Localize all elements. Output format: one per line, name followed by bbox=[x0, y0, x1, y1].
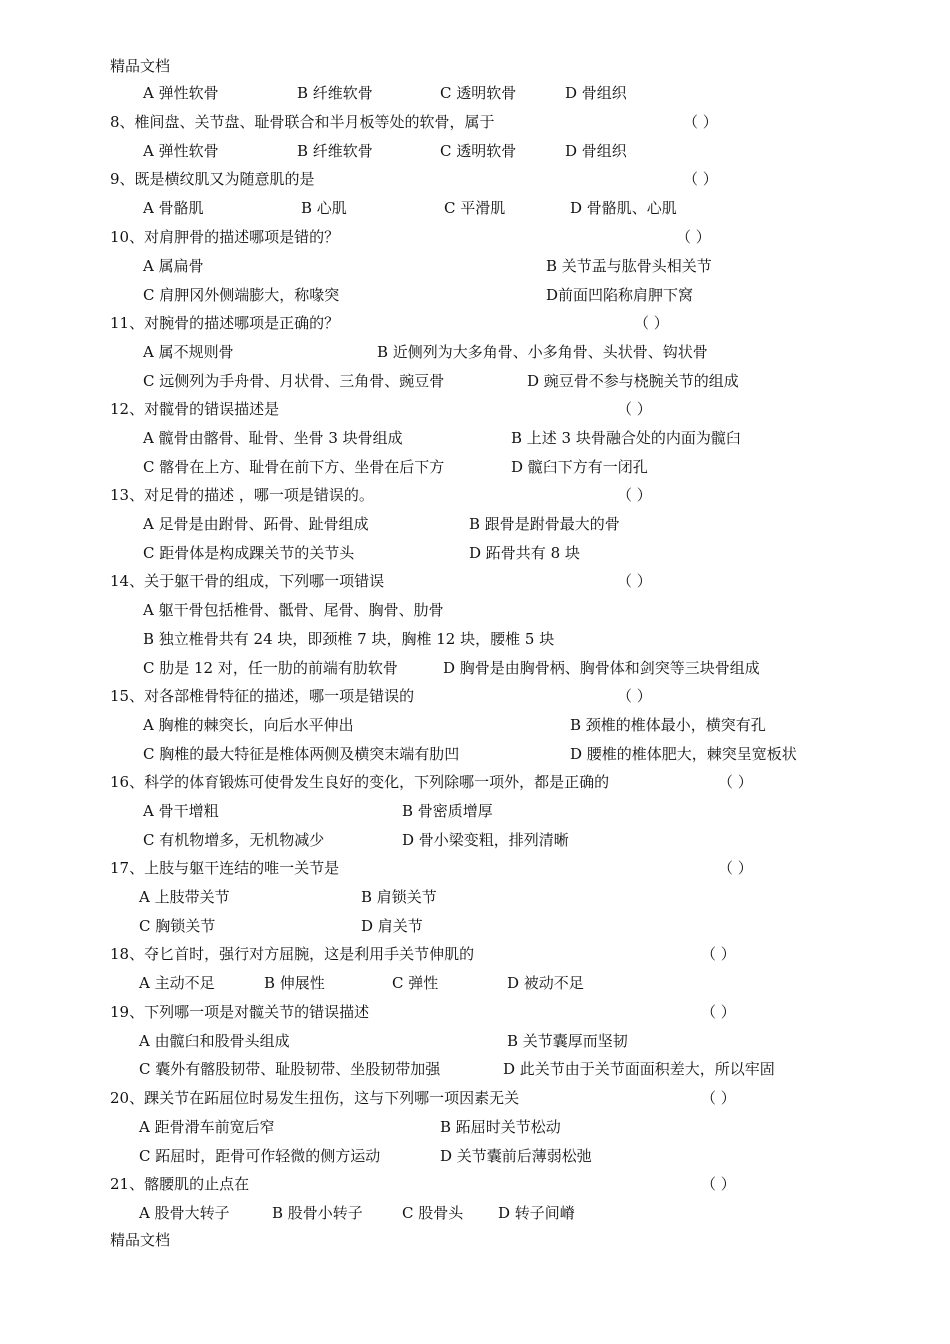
q13-option-b: B 跟骨是跗骨最大的骨 bbox=[469, 515, 620, 533]
q17-stem-line bbox=[0, 857, 950, 879]
q18-options bbox=[0, 972, 950, 994]
q20-option-a: A 距骨滑车前宽后窄 bbox=[139, 1118, 275, 1136]
q12-option-b: B 上述 3 块骨融合处的内面为髋臼 bbox=[511, 429, 741, 447]
q18-option-c: C 弹性 bbox=[392, 974, 439, 992]
q16-option-a: A 骨干增粗 bbox=[143, 802, 219, 820]
q19-stem-line bbox=[0, 1001, 950, 1023]
q17-options-row2 bbox=[0, 915, 950, 937]
q21-option-d: D 转子间嵴 bbox=[498, 1204, 575, 1222]
q11-answer-blank: （ ） bbox=[634, 314, 669, 332]
q8-options bbox=[0, 140, 950, 162]
q13-option-c: C 距骨体是构成踝关节的关节头 bbox=[143, 544, 355, 562]
q14-stem-line bbox=[0, 570, 950, 592]
q20-option-b: B 跖屈时关节松动 bbox=[440, 1118, 561, 1136]
q15-stem-line bbox=[0, 685, 950, 707]
q15-option-d: D 腰椎的椎体肥大，棘突呈宽板状 bbox=[570, 745, 797, 763]
q13-answer-blank: （ ） bbox=[617, 486, 652, 504]
q10-option-d: D前面凹陷称肩胛下窝 bbox=[546, 286, 694, 304]
q8-option-b: B 纤维软骨 bbox=[297, 142, 373, 160]
q9-options bbox=[0, 197, 950, 219]
q20-stem-line bbox=[0, 1087, 950, 1109]
q17-option-c: C 胸锁关节 bbox=[139, 917, 216, 935]
q18-answer-blank: （ ） bbox=[701, 945, 736, 963]
q16-stem-line bbox=[0, 771, 950, 793]
q11-stem: 11、对腕骨的描述哪项是正确的？ bbox=[110, 314, 340, 332]
q11-option-d: D 豌豆骨不参与桡腕关节的组成 bbox=[527, 372, 739, 390]
q7-option-d: D 骨组织 bbox=[565, 84, 627, 102]
q17-option-d: D 肩关节 bbox=[361, 917, 423, 935]
q15-stem: 15、对各部椎骨特征的描述，哪一项是错误的 bbox=[110, 687, 415, 705]
q18-stem: 18、夺匕首时，强行对方屈腕，这是利用手关节伸肌的 bbox=[110, 945, 475, 963]
q16-option-b: B 骨密质增厚 bbox=[402, 802, 493, 820]
q14-answer-blank: （ ） bbox=[617, 572, 652, 590]
q8-answer-blank: （ ） bbox=[683, 113, 718, 131]
q13-options-row1 bbox=[0, 513, 950, 535]
q20-options-row1 bbox=[0, 1116, 950, 1138]
q17-stem: 17、上肢与躯干连结的唯一关节是 bbox=[110, 859, 340, 877]
q9-stem-line bbox=[0, 168, 950, 190]
q10-stem: 10、对肩胛骨的描述哪项是错的？ bbox=[110, 228, 340, 246]
q20-stem: 20、踝关节在跖屈位时易发生扭伤，这与下列哪一项因素无关 bbox=[110, 1089, 520, 1107]
q8-option-c: C 透明软骨 bbox=[440, 142, 517, 160]
q12-stem: 12、对髋骨的错误描述是 bbox=[110, 400, 280, 418]
q14-options-row3 bbox=[0, 657, 950, 679]
q21-answer-blank: （ ） bbox=[701, 1175, 736, 1193]
q10-option-b: B 关节盂与肱骨头相关节 bbox=[546, 257, 712, 275]
q11-options-row1 bbox=[0, 341, 950, 363]
q12-options-row2 bbox=[0, 456, 950, 478]
q15-options-row2 bbox=[0, 743, 950, 765]
q15-option-a: A 胸椎的棘突长，向后水平伸出 bbox=[143, 716, 354, 734]
q15-options-row1 bbox=[0, 714, 950, 736]
q10-option-a: A 属扁骨 bbox=[143, 257, 204, 275]
q21-option-a: A 股骨大转子 bbox=[139, 1204, 230, 1222]
q21-stem: 21、髂腰肌的止点在 bbox=[110, 1175, 250, 1193]
q14-option-d: D 胸骨是由胸骨柄、胸骨体和剑突等三块骨组成 bbox=[443, 659, 760, 677]
q8-option-d: D 骨组织 bbox=[565, 142, 627, 160]
q15-answer-blank: （ ） bbox=[617, 687, 652, 705]
q7-option-a: A 弹性软骨 bbox=[143, 84, 219, 102]
q8-option-a: A 弹性软骨 bbox=[143, 142, 219, 160]
q19-answer-blank: （ ） bbox=[701, 1003, 736, 1021]
q11-option-c: C 远侧列为手舟骨、月状骨、三角骨、豌豆骨 bbox=[143, 372, 445, 390]
q19-options-row1 bbox=[0, 1030, 950, 1052]
q21-option-c: C 股骨头 bbox=[402, 1204, 464, 1222]
q17-options-row1 bbox=[0, 886, 950, 908]
q14-option-b-line bbox=[0, 628, 950, 650]
q16-stem: 16、科学的体育锻炼可使骨发生良好的变化，下列除哪一项外，都是正确的 bbox=[110, 773, 610, 791]
q12-option-d: D 髋臼下方有一闭孔 bbox=[511, 458, 648, 476]
q11-stem-line bbox=[0, 312, 950, 334]
q17-answer-blank: （ ） bbox=[718, 859, 753, 877]
q16-options-row2 bbox=[0, 829, 950, 851]
q19-option-a: A 由髋臼和股骨头组成 bbox=[139, 1032, 290, 1050]
q13-stem-line bbox=[0, 484, 950, 506]
q17-option-a: A 上肢带关节 bbox=[139, 888, 230, 906]
q17-option-b: B 肩锁关节 bbox=[361, 888, 437, 906]
q10-options-row1 bbox=[0, 255, 950, 277]
q13-options-row2 bbox=[0, 542, 950, 564]
q16-options-row1 bbox=[0, 800, 950, 822]
q14-option-a: A 躯干骨包括椎骨、骶骨、尾骨、胸骨、肋骨 bbox=[143, 601, 444, 619]
q13-stem: 13、对足骨的描述 ，哪一项是错误的。 bbox=[110, 486, 374, 504]
q14-option-b: B 独立椎骨共有 24 块，即颈椎 7 块，胸椎 12 块，腰椎 5 块 bbox=[143, 630, 555, 648]
q19-option-d: D 此关节由于关节面面积差大，所以牢固 bbox=[503, 1060, 775, 1078]
q15-option-c: C 胸椎的最大特征是椎体两侧及横突末端有肋凹 bbox=[143, 745, 460, 763]
q19-options-row2 bbox=[0, 1058, 950, 1080]
q16-answer-blank: （ ） bbox=[718, 773, 753, 791]
q7-option-b: B 纤维软骨 bbox=[297, 84, 373, 102]
q8-stem-line bbox=[0, 111, 950, 133]
q14-stem: 14、关于躯干骨的组成，下列哪一项错误 bbox=[110, 572, 385, 590]
page-header: 精品文档 bbox=[110, 57, 171, 75]
q10-stem-line bbox=[0, 226, 950, 248]
q9-option-a: A 骨骼肌 bbox=[143, 199, 204, 217]
q19-stem: 19、下列哪一项是对髋关节的错误描述 bbox=[110, 1003, 370, 1021]
q18-stem-line bbox=[0, 943, 950, 965]
q16-option-c: C 有机物增多，无机物减少 bbox=[143, 831, 325, 849]
q7-options bbox=[0, 82, 950, 104]
q9-option-c: C 平滑肌 bbox=[444, 199, 506, 217]
q21-option-b: B 股骨小转子 bbox=[272, 1204, 363, 1222]
q9-stem: 9、既是横纹肌又为随意肌的是 bbox=[110, 170, 315, 188]
q9-option-b: B 心肌 bbox=[301, 199, 347, 217]
page-footer: 精品文档 bbox=[110, 1231, 171, 1249]
q18-option-b: B 伸展性 bbox=[264, 974, 325, 992]
q13-option-a: A 足骨是由跗骨、跖骨、趾骨组成 bbox=[143, 515, 369, 533]
q9-answer-blank: （ ） bbox=[683, 170, 718, 188]
q12-options-row1 bbox=[0, 427, 950, 449]
q21-stem-line bbox=[0, 1173, 950, 1195]
q21-options bbox=[0, 1202, 950, 1224]
q9-option-d: D 骨骼肌、心肌 bbox=[570, 199, 677, 217]
q12-answer-blank: （ ） bbox=[617, 400, 652, 418]
q19-option-c: C 囊外有髂股韧带、耻股韧带、坐股韧带加强 bbox=[139, 1060, 441, 1078]
q11-option-b: B 近侧列为大多角骨、小多角骨、头状骨、钩状骨 bbox=[377, 343, 708, 361]
q8-stem: 8、椎间盘、关节盘、耻骨联合和半月板等处的软骨，属于 bbox=[110, 113, 495, 131]
q13-option-d: D 跖骨共有 8 块 bbox=[469, 544, 580, 562]
q10-options-row2 bbox=[0, 284, 950, 306]
q20-option-c: C 跖屈时，距骨可作轻微的侧方运动 bbox=[139, 1147, 381, 1165]
q10-answer-blank: （ ） bbox=[676, 228, 711, 246]
q20-options-row2 bbox=[0, 1145, 950, 1167]
q12-stem-line bbox=[0, 398, 950, 420]
q20-option-d: D 关节囊前后薄弱松弛 bbox=[440, 1147, 592, 1165]
q20-answer-blank: （ ） bbox=[701, 1089, 736, 1107]
q18-option-a: A 主动不足 bbox=[139, 974, 215, 992]
q18-option-d: D 被动不足 bbox=[507, 974, 584, 992]
q12-option-a: A 髋骨由髂骨、耻骨、坐骨 3 块骨组成 bbox=[143, 429, 403, 447]
q11-option-a: A 属不规则骨 bbox=[143, 343, 234, 361]
q12-option-c: C 髂骨在上方、耻骨在前下方、坐骨在后下方 bbox=[143, 458, 445, 476]
q16-option-d: D 骨小梁变粗，排列清晰 bbox=[402, 831, 569, 849]
q10-option-c: C 肩胛冈外侧端膨大，称喙突 bbox=[143, 286, 340, 304]
q14-option-a-line bbox=[0, 599, 950, 621]
q14-option-c: C 肋是 12 对，任一肋的前端有肋软骨 bbox=[143, 659, 398, 677]
q19-option-b: B 关节囊厚而坚韧 bbox=[507, 1032, 628, 1050]
q11-options-row2 bbox=[0, 370, 950, 392]
q15-option-b: B 颈椎的椎体最小，横突有孔 bbox=[570, 716, 766, 734]
q7-option-c: C 透明软骨 bbox=[440, 84, 517, 102]
